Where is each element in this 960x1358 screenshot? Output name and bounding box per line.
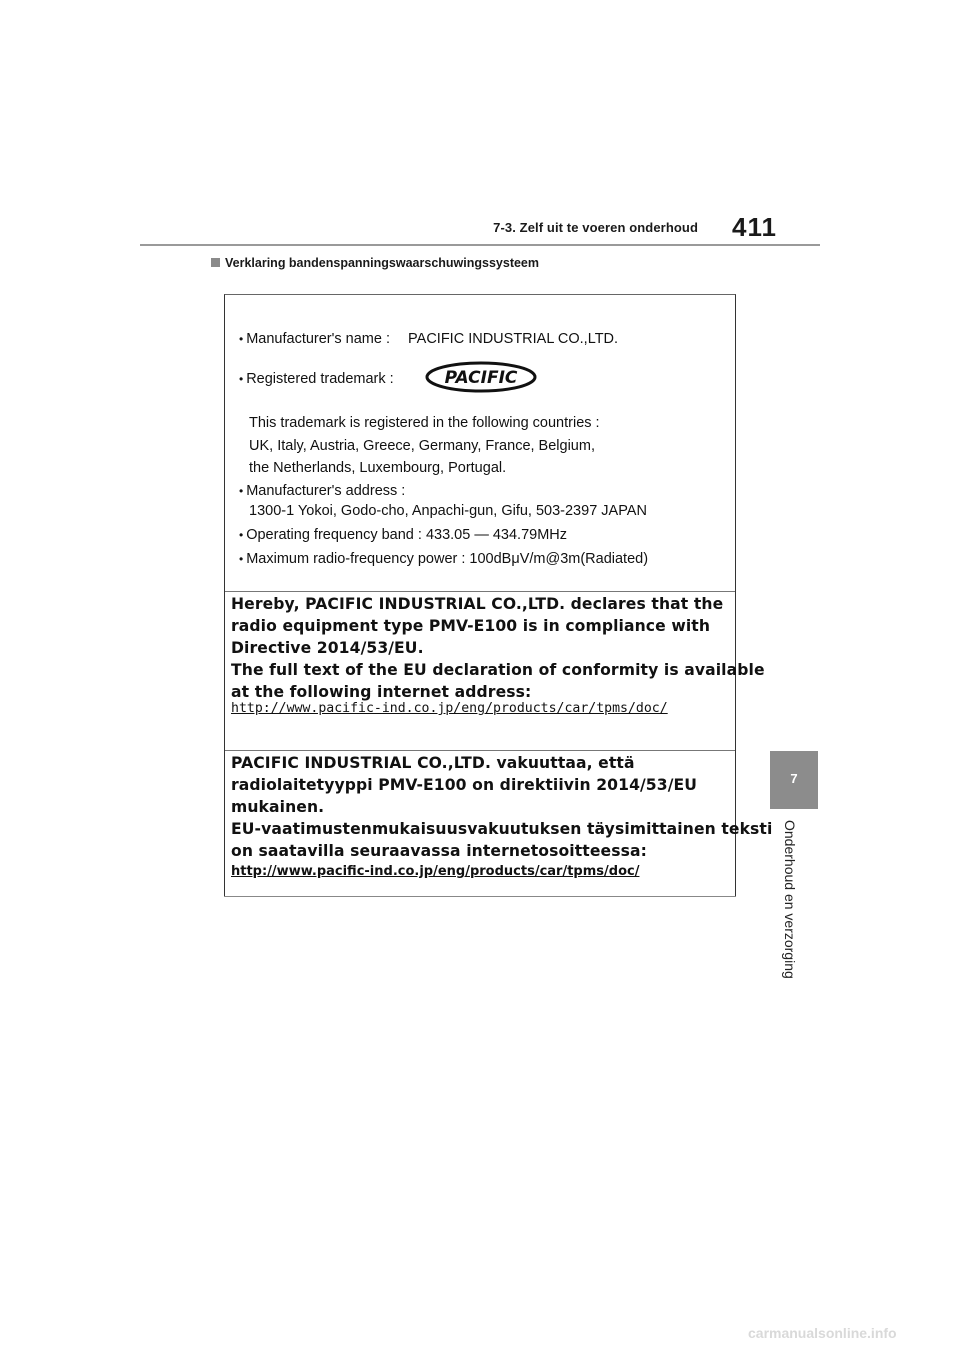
finnish-declaration-line-2: radiolaitetyyppi PMV-E100 on direktiivin 2014/53/EU	[231, 776, 698, 794]
english-declaration-line-5: at the following internet address:	[231, 683, 532, 701]
finnish-declaration-line-4: EU-vaatimustenmukaisuusvakuutuksen täysimittainen teksti	[231, 820, 773, 838]
english-declaration-line-4: The full text of the EU declaration of conformity is available	[231, 661, 765, 679]
bullet: •	[239, 552, 244, 566]
pacific-logo	[425, 361, 537, 393]
bullet: •	[239, 528, 244, 542]
countries-line-2: the Netherlands, Luxembourg, Portugal.	[249, 460, 507, 476]
manufacturer-name-label: Manufacturer's name :	[246, 331, 391, 347]
chapter-label: Onderhoud en verzorging	[782, 820, 798, 979]
finnish-declaration-line-3: mukainen.	[231, 798, 325, 816]
document-bottom-border	[224, 896, 736, 897]
panel-divider	[225, 591, 735, 592]
panel-divider	[225, 750, 735, 751]
section-subheading	[211, 256, 539, 270]
address-label: Manufacturer's address :	[246, 483, 406, 499]
operating-frequency: Operating frequency band : 433.05 — 434.79MHz	[246, 527, 568, 543]
watermark: carmanualsonline.info	[748, 1325, 897, 1341]
section-title: 7-3. Zelf uit te voeren onderhoud	[493, 220, 698, 235]
max-rf-power: Maximum radio-frequency power : 100dBμV/m@3m(Radiated)	[246, 551, 649, 567]
subheading-text: Verklaring bandenspanningswaarschuwingssysteem	[225, 256, 539, 270]
square-bullet-icon	[211, 258, 220, 267]
trademark-label: Registered trademark :	[246, 371, 394, 387]
address-label-row	[239, 483, 405, 499]
bullet: •	[239, 484, 244, 498]
frequency-row	[239, 527, 567, 543]
bullet: •	[239, 332, 244, 346]
address-value: 1300-1 Yokoi, Godo-cho, Anpachi-gun, Gifu, 503-2397 JAPAN	[249, 503, 647, 519]
power-row	[239, 551, 648, 567]
chapter-tab[interactable]: 7	[770, 751, 818, 809]
english-declaration-line-3: Directive 2014/53/EU.	[231, 639, 424, 657]
finnish-declaration-line-5: on saatavilla seuraavassa internetosoitteessa:	[231, 842, 647, 860]
manufacturer-name-value: PACIFIC INDUSTRIAL CO.,LTD.	[408, 331, 619, 347]
english-declaration-url[interactable]: http://www.pacific-ind.co.jp/eng/products/car/tpms/doc/	[231, 701, 668, 716]
english-declaration-line-1: Hereby, PACIFIC INDUSTRIAL CO.,LTD. declares that the	[231, 595, 724, 613]
finnish-declaration-url[interactable]: http://www.pacific-ind.co.jp/eng/products/car/tpms/doc/	[231, 864, 640, 879]
countries-line-1: UK, Italy, Austria, Greece, Germany, France, Belgium,	[249, 438, 595, 454]
trademark-note: This trademark is registered in the following countries :	[249, 415, 600, 431]
bullet: •	[239, 372, 244, 386]
pacific-logo-text: PACIFIC	[444, 368, 518, 388]
manufacturer-name-row	[239, 331, 618, 347]
page-number: 411	[732, 212, 777, 242]
declaration-document	[224, 294, 773, 897]
english-declaration-line-2: radio equipment type PMV-E100 is in compliance with	[231, 617, 711, 635]
finnish-declaration-line-1: PACIFIC INDUSTRIAL CO.,LTD. vakuuttaa, että	[231, 754, 635, 772]
header-divider	[140, 244, 820, 246]
trademark-row	[239, 371, 394, 387]
